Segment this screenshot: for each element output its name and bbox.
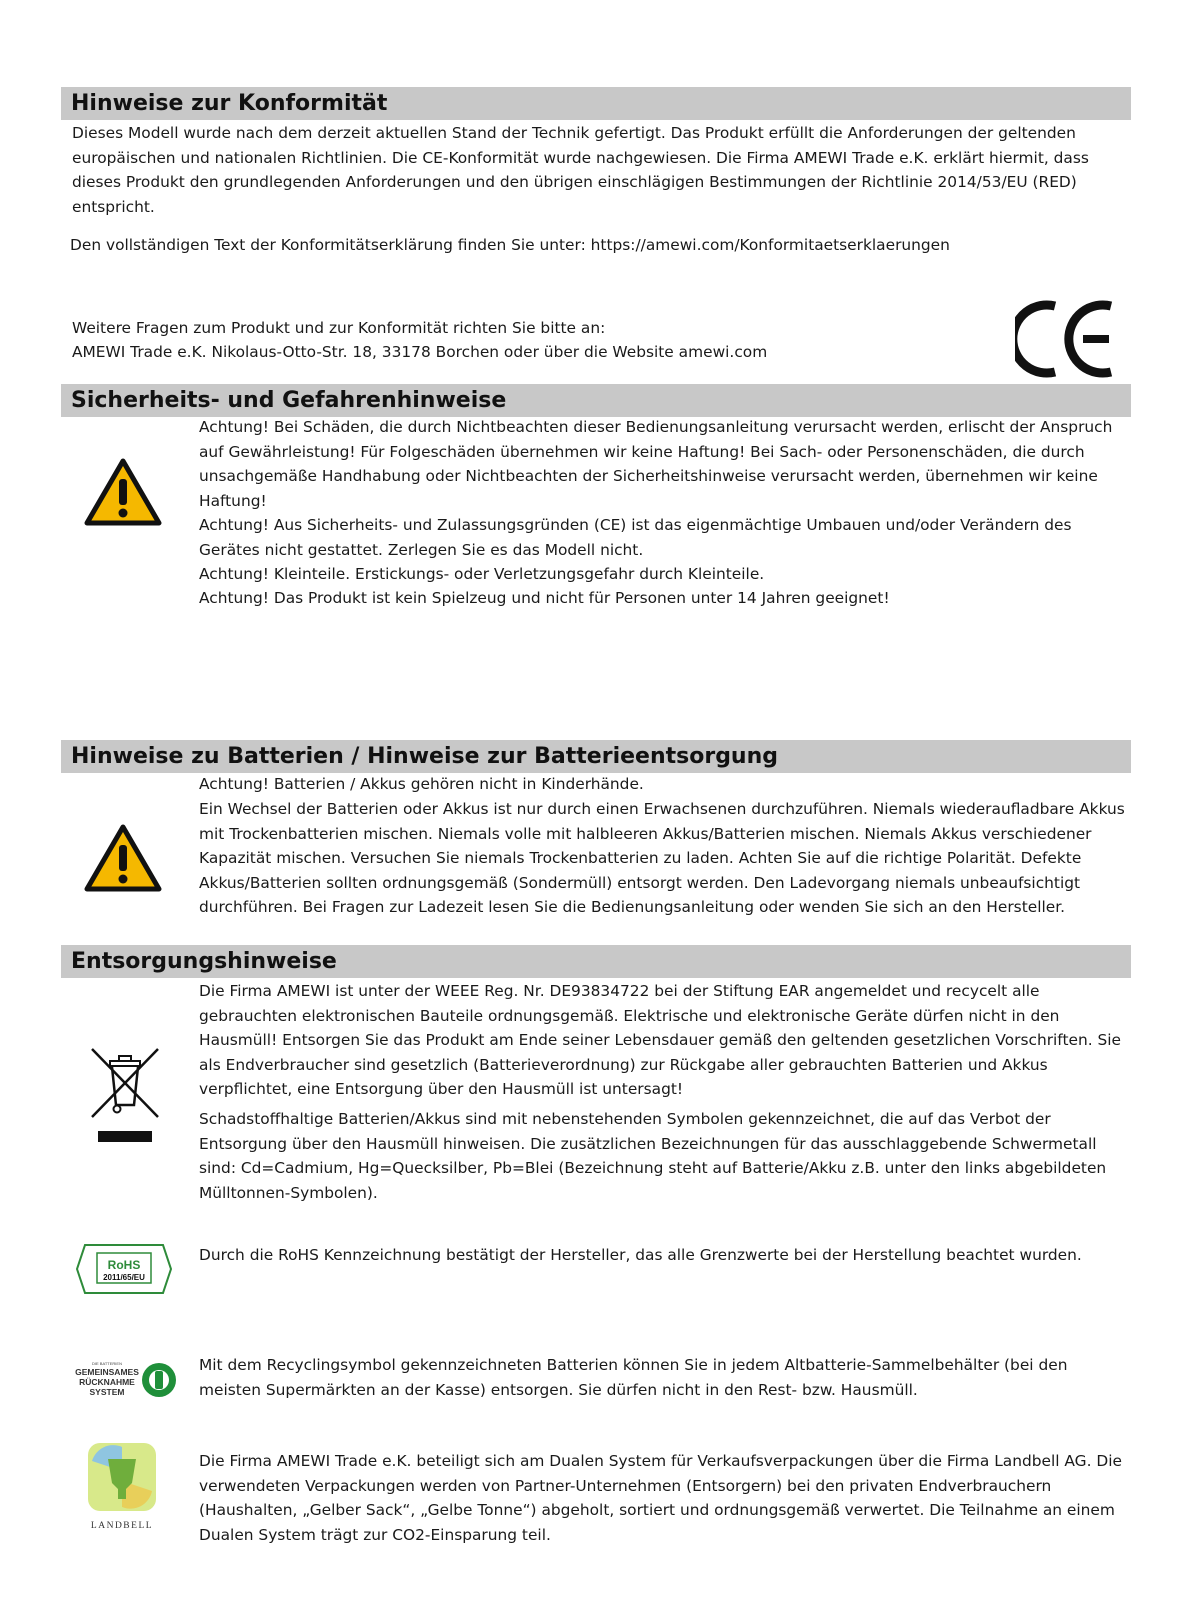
conformity-contact-line1: Weitere Fragen zum Produkt und zur Konformität richten Sie bitte an: xyxy=(72,319,606,337)
safety-line-1: Achtung! Bei Schäden, die durch Nichtbeachten dieser Bedienungsanleitung verursacht werden, erlischt der Anspruch auf Gewährleistung! Für Folgeschäden übernehmen wir keine Haftung! Bei Sach- oder Personenschäden, die durch unsachgemäße Handhabung oder Nichtbeachten der Sicherheitshinweise verursacht werden, übernehmen wir keine Haftung! xyxy=(199,418,1113,510)
disposal-landbell-paragraph: Die Firma AMEWI Trade e.K. beteiligt sich am Dualen System für Verkaufsverpackungen über die Firma Landbell AG. Die verwendeten Verpackungen werden von Partner-Unternehmen (Entsorgern) bei den privaten Endverbrauchern (Haushalten, „Gelber Sack“, „Gelbe Tonne“) abgeholt, sortiert und ordnungsgemäß verwertet. Die Teilnahme an einem Dualen System trägt zur CO2-Einsparung teil. xyxy=(199,1452,1122,1544)
warning-triangle-icon xyxy=(83,823,163,897)
safety-line-3: Achtung! Kleinteile. Erstickungs- oder Verletzungsgefahr durch Kleinteile. xyxy=(199,565,765,583)
warning-triangle-icon xyxy=(83,457,163,531)
crossed-bin-icon xyxy=(88,1045,162,1149)
section-heading-disposal: Entsorgungshinweise xyxy=(61,945,1131,978)
landbell-logo-text: LANDBELL xyxy=(90,1521,154,1531)
section-heading-batteries: Hinweise zu Batterien / Hinweise zur Batterieentsorgung xyxy=(61,740,1131,773)
grs-logo-line2: RÜCKNAHME xyxy=(79,1377,135,1387)
safety-line-2: Achtung! Aus Sicherheits- und Zulassungsgründen (CE) ist das eigenmächtige Umbauen und/oder Verändern des Gerätes nicht gestattet. Zerlegen Sie es das Modell nicht. xyxy=(199,516,1072,559)
disposal-hazardous-paragraph: Schadstoffhaltige Batterien/Akkus sind mit nebenstehenden Symbolen gekennzeichnet, die auf das Verbot der Entsorgung über den Hausmüll hinweisen. Die zusätzlichen Bezeichnungen für das ausschlaggebende Schwermetall sind: Cd=Cadmium, Hg=Quecksilber, Pb=Blei (Bezeichnung steht auf Batterie/Akku z.B. unter den links abgebildeten Mülltonnen-Symbolen). xyxy=(199,1110,1107,1202)
conformity-link-paragraph: Den vollständigen Text der Konformitätserklärung finden Sie unter: https://amewi.com/Konformitaetserklaerungen xyxy=(70,236,950,254)
rohs-logo-label: RoHS xyxy=(107,1258,141,1272)
grs-logo-line3: SYSTEM xyxy=(89,1387,125,1397)
section-heading-safety: Sicherheits- und Gefahrenhinweise xyxy=(61,384,1131,417)
conformity-contact-line2: AMEWI Trade e.K. Nikolaus-Otto-Str. 18, 33178 Borchen oder über die Website amewi.com xyxy=(72,343,768,361)
ce-mark-icon xyxy=(1015,300,1119,382)
disposal-rohs-paragraph: Durch die RoHS Kennzeichnung bestätigt der Hersteller, das alle Grenzwerte bei der Herstellung beachtet wurden. xyxy=(199,1246,1082,1264)
grs-logo-line1: GEMEINSAMES xyxy=(75,1367,139,1377)
safety-line-4: Achtung! Das Produkt ist kein Spielzeug und nicht für Personen unter 14 Jahren geeignet! xyxy=(199,589,890,607)
rohs-logo-directive: 2011/65/EU xyxy=(103,1273,145,1282)
conformity-paragraph: Dieses Modell wurde nach dem derzeit aktuellen Stand der Technik gefertigt. Das Produkt erfüllt die Anforderungen der geltenden europäischen und nationalen Richtlinien. Die CE-Konformität wurde nachgewiesen. Die Firma AMEWI Trade e.K. erklärt hiermit, dass dieses Produkt den grundlegenden Anforderungen und den übrigen einschlägigen Bestimmungen der Richtlinie 2014/53/EU (RED) entspricht. xyxy=(72,124,1089,216)
grs-logo-top: DIE BATTERIEN xyxy=(92,1361,122,1366)
section-heading-conformity: Hinweise zur Konformität xyxy=(61,87,1131,120)
grs-recycling-logo xyxy=(69,1360,179,1408)
disposal-recycling-paragraph: Mit dem Recyclingsymbol gekennzeichneten Batterien können Sie in jedem Altbatterie-Sammelbehälter (bei den meisten Supermärkten an der Kasse) entsorgen. Sie dürfen nicht in den Rest- bzw. Hausmüll. xyxy=(199,1356,1068,1399)
rohs-logo xyxy=(75,1243,173,1299)
batteries-paragraph: Ein Wechsel der Batterien oder Akkus ist nur durch einen Erwachsenen durchzuführen. Niemals wiederaufladbare Akkus mit Trockenbatterien mischen. Niemals volle mit halbleeren Akkus/Batterien mischen. Niemals Akkus verschiedener Kapazität mischen. Versuchen Sie niemals Trockenbatterien zu laden. Achten Sie auf die richtige Polarität. Defekte Akkus/Batterien sollten ordnungsgemäß (Sondermüll) entsorgt werden. Den Ladevorgang niemals unbeaufsichtigt durchführen. Bei Fragen zur Ladezeit lesen Sie die Bedienungsanleitung oder wenden Sie sich an den Hersteller. xyxy=(199,800,1125,916)
disposal-weee-paragraph: Die Firma AMEWI ist unter der WEEE Reg. Nr. DE93834722 bei der Stiftung EAR angemeldet und recycelt alle gebrauchten elektronischen Bauteile ordnungsgemäß. Elektrische und elektronische Geräte dürfen nicht in den Hausmüll! Entsorgen Sie das Produkt am Ende seiner Lebensdauer gemäß den geltenden gesetzlichen Vorschriften. Sie als Endverbraucher sind gesetzlich (Batterieverordnung) zur Rückgabe aller gebrauchten Batterien und Akkus verpflichtet, eine Entsorgung über den Hausmüll ist untersagt! xyxy=(199,982,1122,1098)
batteries-line-1: Achtung! Batterien / Akkus gehören nicht in Kinderhände. xyxy=(199,775,644,793)
landbell-logo xyxy=(82,1441,162,1537)
